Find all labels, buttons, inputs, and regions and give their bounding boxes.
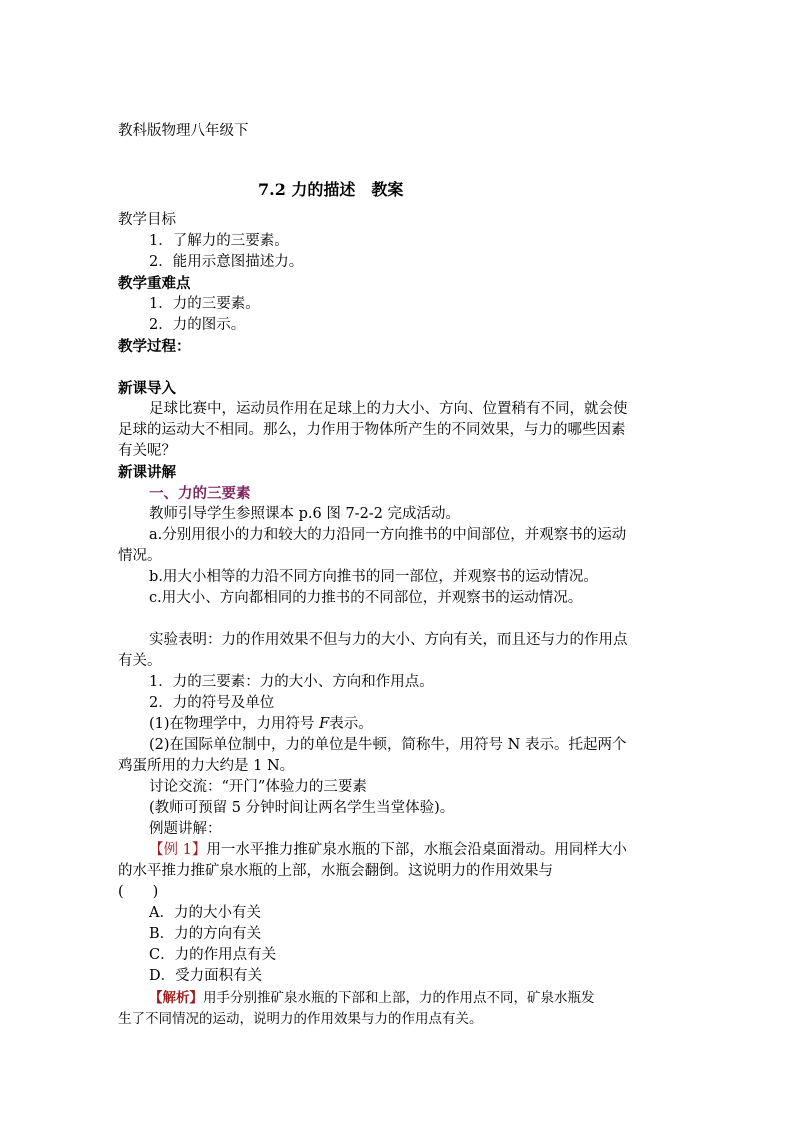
- option-d: D．受力面积有关: [149, 968, 263, 984]
- example-1-text: 用一水平推力推矿泉水瓶的下部，水瓶会沿桌面滑动。用同样大小: [206, 842, 627, 858]
- point-2-1-end: 表示。: [329, 716, 373, 732]
- objective-item: 1．了解力的三要素。: [149, 233, 289, 249]
- point-2-1: [149, 714, 373, 735]
- example-1-tag: 【例 1】: [149, 842, 207, 858]
- activity-b: b.用大小相等的力沿不同方向推书的同一部位，并观察书的运动情况。: [149, 569, 598, 585]
- point-2-2-cont: 鸡蛋所用的力大约是 1 N。: [118, 758, 295, 774]
- conclusion-text: 实验表明：力的作用效果不但与力的大小、方向有关，而且还与力的作用点: [149, 632, 628, 648]
- conclusion-text-cont: 有关。: [118, 653, 162, 669]
- intro-line: 足球的运动大不相同。那么，力作用于物体所产生的不同效果，与力的哪些因素: [118, 422, 626, 438]
- force-symbol: F: [319, 716, 330, 732]
- activity-a-cont: 情况。: [118, 548, 162, 564]
- point-2: 2．力的符号及单位: [149, 695, 275, 711]
- analysis-tag: 【解析】: [149, 990, 203, 1006]
- intro-line: 有关呢？: [118, 443, 176, 459]
- example-1-line: [149, 840, 627, 861]
- activity-a: a.分别用很小的力和较大的力沿同一方向推书的中间部位，并观察书的运动: [149, 527, 627, 543]
- page-title: 7.2 力的描述 教案: [258, 180, 404, 199]
- objective-item: 2．能用示意图描述力。: [149, 254, 304, 270]
- activity-c: c.用大小、方向都相同的力推书的不同部位，并观察书的运动情况。: [149, 590, 583, 606]
- process-heading: 教学过程：: [118, 338, 191, 355]
- key-points-heading: 教学重难点: [118, 275, 191, 292]
- option-b: B．力的方向有关: [149, 926, 262, 942]
- analysis-line: [149, 988, 595, 1009]
- key-point-item: 1．力的三要素。: [149, 296, 260, 312]
- lecture-heading: 新课讲解: [118, 464, 176, 481]
- example-heading: 例题讲解：: [149, 821, 222, 837]
- section-title: 一、力的三要素: [149, 485, 251, 502]
- point-2-1-text: (1)在物理学中，力用符号: [149, 716, 320, 732]
- intro-heading: 新课导入: [118, 380, 176, 397]
- example-1-blank: ( ): [118, 884, 159, 900]
- intro-line: 足球比赛中，运动员作用在足球上的力大小、方向、位置稍有不同，就会使: [149, 401, 628, 417]
- analysis-line-cont: 生了不同情况的运动，说明力的作用效果与力的作用点有关。: [118, 1011, 483, 1027]
- key-point-item: 2．力的图示。: [149, 317, 246, 333]
- example-1-line: 的水平推力推矿泉水瓶的上部，水瓶会翻倒。这说明力的作用效果与: [118, 863, 553, 879]
- document-header: 教科版物理八年级下: [118, 123, 249, 139]
- guide-text: 教师引导学生参照课本 p.6 图 7-2-2 完成活动。: [149, 506, 461, 522]
- objectives-heading: 教学目标: [118, 212, 176, 228]
- point-2-2: (2)在国际单位制中，力的单位是牛顿，简称牛，用符号 N 表示。托起两个: [149, 737, 627, 753]
- discussion-text: 讨论交流：“开门”体验力的三要素: [149, 779, 367, 795]
- discussion-note: (教师可预留 5 分钟时间让两名学生当堂体验)。: [149, 800, 455, 816]
- option-c: C．力的作用点有关: [149, 947, 277, 963]
- option-a: A．力的大小有关: [149, 905, 261, 921]
- analysis-text: 用手分别推矿泉水瓶的下部和上部，力的作用点不同，矿泉水瓶发: [203, 990, 595, 1006]
- point-1: 1．力的三要素：力的大小、方向和作用点。: [149, 674, 434, 690]
